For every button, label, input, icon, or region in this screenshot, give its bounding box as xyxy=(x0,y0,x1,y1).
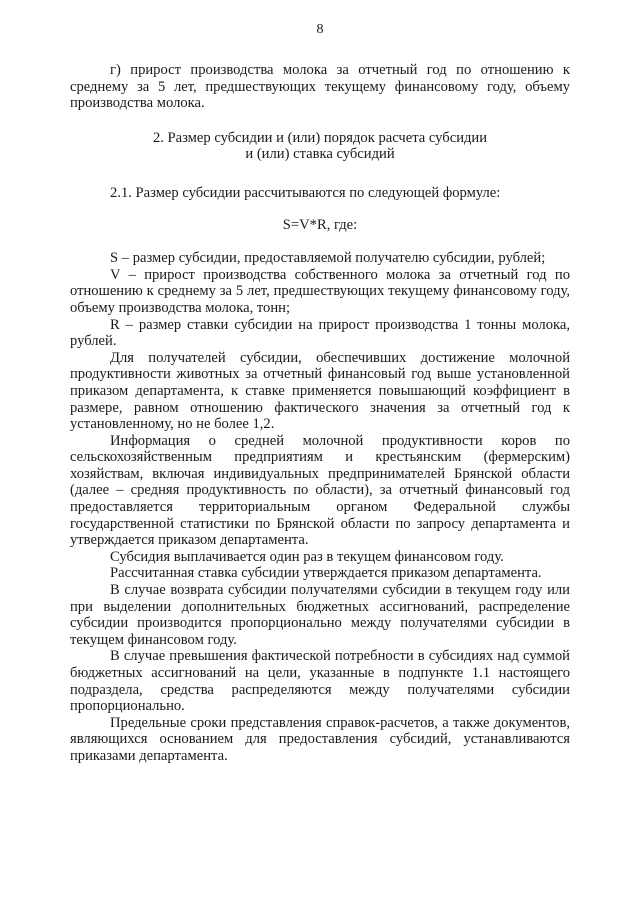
section-heading xyxy=(70,130,570,163)
paragraph-clause-2-1: 2.1. Размер субсидии рассчитываются по следующей формуле: xyxy=(110,184,501,201)
definition-s: S – размер субсидии, предоставляемой получателю субсидии, рублей; xyxy=(110,250,546,267)
section-heading-line-1: 2. Размер субсидии и (или) порядок расчета субсидии xyxy=(152,129,488,146)
definition-r: R – размер ставки субсидии на прирост производства 1 тонны молока, рублей. xyxy=(70,316,570,350)
paragraph-deadlines: Предельные сроки представления справок-расчетов, а также документов, являющихся основанием для предоставления субсидий, устанавливаются приказами департамента. xyxy=(70,714,570,764)
paragraph-rate: Рассчитанная ставка субсидии утверждается приказом департамента. xyxy=(110,565,542,582)
page-number: 8 xyxy=(316,22,324,37)
paragraph-coefficient: Для получателей субсидии, обеспечивших достижение молочной продуктивности животных за отчетный финансовый год выше установленной приказом департамента, к ставке применяется повышающий коэффициент в размере, равном отношению фактического значения за отчетный год к установленному, но не более 1,2. xyxy=(70,349,570,433)
paragraph-information: Информация о средней молочной продуктивности коров по сельскохозяйственным предприятиям и крестьянским (фермерским) хозяйствам, включая индивидуальных предпринимателей Брянской области (далее – средняя продуктивность по области), за отчетный финансовый год предоставляется территориальным органом Федеральной службы государственной статистики по Брянской области по запросу департамента и утверждается приказом департамента. xyxy=(70,432,570,549)
paragraph-once: Субсидия выплачивается один раз в текущем финансовом году. xyxy=(110,548,504,565)
paragraph-item-g: г) прирост производства молока за отчетный год по отношению к среднему за 5 лет, предшествующих текущему финансовому году, объему производства молока. xyxy=(70,62,570,112)
definition-v: V – прирост производства собственного молока за отчетный год по отношению к среднему за 5 лет, предшествующих текущему финансовому году, объему производства молока, тонн; xyxy=(70,266,570,316)
section-heading-line-2: и (или) ставка субсидий xyxy=(245,146,395,163)
paragraph-excess: В случае превышения фактической потребности в субсидиях над суммой бюджетных ассигнований на цели, указанные в подпункте 1.1 настоящего подраздела, средства распределяются между получателями субсидии пропорционально. xyxy=(70,648,570,715)
paragraph-return: В случае возврата субсидии получателями субсидии в текущем году или при выделении дополнительных бюджетных ассигнований, распределение субсидии производится пропорционально между получателями субсидии в текущем финансовом году. xyxy=(70,582,570,648)
formula: S=V*R, где: xyxy=(282,216,358,233)
document-body xyxy=(70,62,570,765)
